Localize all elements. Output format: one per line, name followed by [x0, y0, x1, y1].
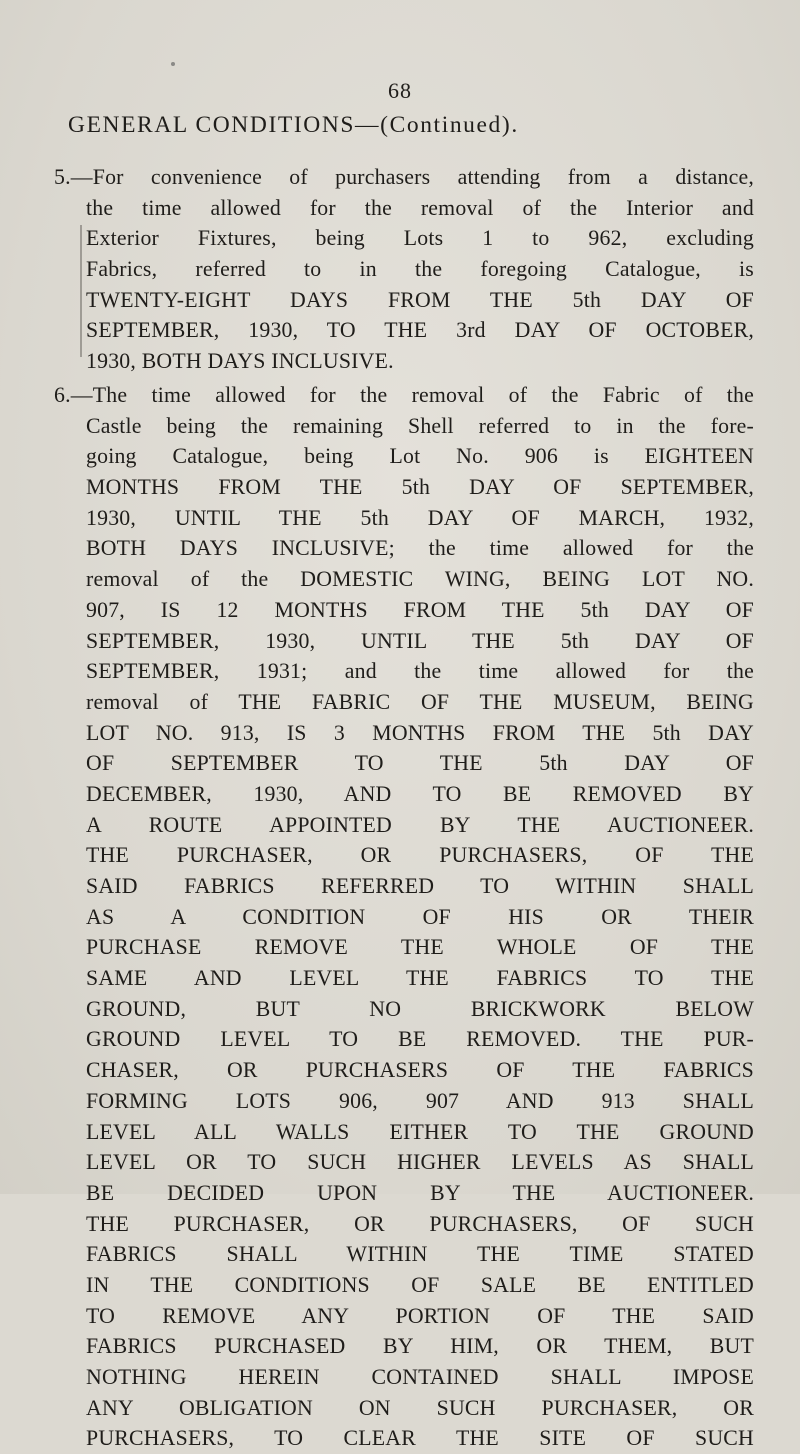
clause-line: BOTH DAYS INCLUSIVE; the time allowed for the — [86, 536, 754, 561]
clause-line: FABRICS SHALL WITHIN THE TIME STATED — [86, 1242, 754, 1267]
clause-line: PURCHASE REMOVE THE WHOLE OF THE — [86, 935, 754, 960]
clause-line: FORMING LOTS 906, 907 AND 913 SHALL — [86, 1088, 754, 1113]
clause-line: the time allowed for the removal of the Interior and — [86, 195, 754, 220]
clause-line: LOT NO. 913, IS 3 MONTHS FROM THE 5th DAY — [86, 720, 754, 745]
clause-line: ANY OBLIGATION ON SUCH PURCHASER, OR — [86, 1395, 754, 1420]
clause-line: TO REMOVE ANY PORTION OF THE SAID — [86, 1303, 754, 1328]
clause-line: NOTHING HEREIN CONTAINED SHALL IMPOSE — [86, 1365, 754, 1389]
clause-line: Exterior Fixtures, being Lots 1 to 962, excluding — [86, 226, 754, 251]
ink-speck — [171, 62, 175, 66]
clause-line: A ROUTE APPOINTED BY THE AUCTIONEER. — [86, 812, 754, 837]
clause-line: DECEMBER, 1930, AND TO BE REMOVED BY — [86, 781, 754, 806]
clause-5 — [54, 162, 754, 377]
clause-line: PURCHASERS, TO CLEAR THE SITE OF SUCH — [86, 1426, 754, 1451]
clause-line: GROUND LEVEL TO BE REMOVED. THE PUR- — [86, 1027, 754, 1052]
clause-line: AS A CONDITION OF HIS OR THEIR — [86, 904, 754, 929]
clause-line: MONTHS FROM THE 5th DAY OF SEPTEMBER, — [86, 475, 754, 500]
clause-line: LEVEL ALL WALLS EITHER TO THE GROUND — [86, 1119, 754, 1144]
clause-line: 907, IS 12 MONTHS FROM THE 5th DAY OF — [86, 597, 754, 622]
clause-line: going Catalogue, being Lot No. 906 is EIGHTEEN — [86, 444, 754, 469]
clause-line: Fabrics, referred to in the foregoing Catalogue, is — [86, 257, 754, 282]
clause-line: removal of THE FABRIC OF THE MUSEUM, BEING — [86, 689, 754, 714]
page-number: 68 — [388, 78, 412, 103]
clause-line: 5.—For convenience of purchasers attending from a distance, — [54, 165, 754, 189]
section-heading: GENERAL CONDITIONS—(Continued). — [68, 112, 519, 138]
clause-line: Castle being the remaining Shell referred to in the fore- — [86, 413, 754, 438]
clause-6 — [54, 380, 754, 1454]
clause-line: IN THE CONDITIONS OF SALE BE ENTITLED — [86, 1272, 754, 1297]
clause-line: THE PURCHASER, OR PURCHASERS, OF THE — [86, 843, 754, 868]
clause-line: 1930, BOTH DAYS INCLUSIVE. — [86, 349, 394, 374]
clause-line: removal of the DOMESTIC WING, BEING LOT NO. — [86, 567, 754, 592]
clause-line: LEVEL OR TO SUCH HIGHER LEVELS AS SHALL — [86, 1150, 754, 1175]
clause-line: OF SEPTEMBER TO THE 5th DAY OF — [86, 751, 754, 776]
clause-line: SAID FABRICS REFERRED TO WITHIN SHALL — [86, 874, 754, 898]
clause-line: FABRICS PURCHASED BY HIM, OR THEM, BUT — [86, 1334, 754, 1359]
clause-line: GROUND, BUT NO BRICKWORK BELOW — [86, 996, 754, 1021]
clause-line: TWENTY-EIGHT DAYS FROM THE 5th DAY OF — [86, 287, 754, 312]
clause-line: CHASER, OR PURCHASERS OF THE FABRICS — [86, 1058, 754, 1083]
clause-line: SEPTEMBER, 1931; and the time allowed for the — [86, 659, 754, 684]
clause-line: 1930, UNTIL THE 5th DAY OF MARCH, 1932, — [86, 505, 754, 530]
clause-line: THE PURCHASER, OR PURCHASERS, OF SUCH — [86, 1211, 754, 1236]
clause-line: SEPTEMBER, 1930, UNTIL THE 5th DAY OF — [86, 628, 754, 653]
clause-line: SAME AND LEVEL THE FABRICS TO THE — [86, 966, 754, 991]
clause-line: BE DECIDED UPON BY THE AUCTIONEER. — [86, 1180, 754, 1205]
clause-line: SEPTEMBER, 1930, TO THE 3rd DAY OF OCTOBER, — [86, 318, 754, 343]
clause-line: 6.—The time allowed for the removal of the Fabric of the — [54, 383, 754, 407]
